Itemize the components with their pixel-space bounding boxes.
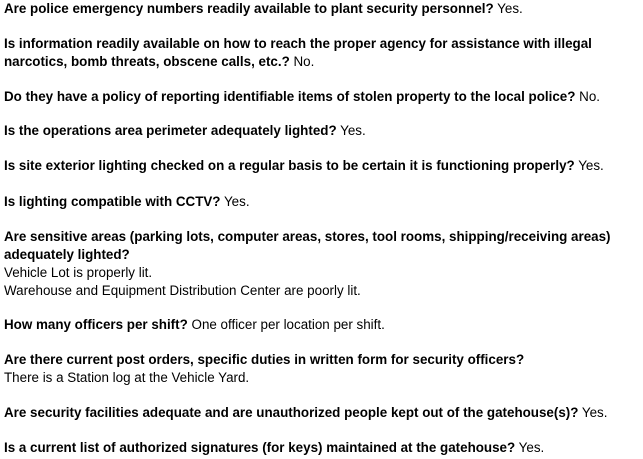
- qa-item-exterior-lighting-check: [4, 157, 643, 175]
- answer-text: There is a Station log at the Vehicle Yard.: [4, 370, 250, 385]
- answer-text: Yes.: [578, 158, 604, 173]
- question-text: Are there current post orders, specific duties in written form for security officers?: [4, 352, 525, 367]
- question-text-line2: narcotics, bomb threats, obscene calls, etc.?: [4, 54, 290, 69]
- answer-text-line2: Warehouse and Equipment Distribution Center are poorly lit.: [4, 283, 361, 298]
- answer-text: One officer per location per shift.: [191, 317, 385, 332]
- qa-item-sensitive-areas: [4, 228, 643, 300]
- qa-item-cctv-lighting: [4, 193, 643, 211]
- answer-text: Yes.: [497, 1, 523, 16]
- answer-text: Yes.: [518, 440, 545, 455]
- qa-item-police-numbers: [4, 0, 643, 18]
- qa-item-authorized-signatures: [4, 439, 643, 457]
- answer-text: Yes.: [340, 123, 366, 138]
- question-text: Is the operations area perimeter adequately lighted?: [4, 123, 337, 138]
- qa-item-stolen-property: [4, 88, 643, 106]
- question-text-line1: Is information readily available on how to reach the proper agency for assistance with illegal: [4, 36, 592, 51]
- answer-text: Yes.: [223, 194, 250, 209]
- qa-item-perimeter-lighting: [4, 122, 643, 140]
- qa-item-agency-info: [4, 35, 643, 71]
- question-text: How many officers per shift?: [4, 317, 188, 332]
- qa-item-gatehouse-access: [4, 404, 643, 422]
- question-text: Do they have a policy of reporting identifiable items of stolen property to the local police?: [4, 89, 576, 104]
- question-text-line2: adequately lighted?: [4, 247, 130, 262]
- answer-text: No.: [579, 89, 600, 104]
- answer-text-line1: Vehicle Lot is properly lit.: [4, 265, 153, 280]
- question-text: Are security facilities adequate and are unauthorized people kept out of the gatehouse(s)?: [4, 405, 579, 420]
- qa-item-officers-per-shift: [4, 316, 643, 334]
- answer-text: Yes.: [581, 405, 608, 420]
- answer-text: No.: [293, 54, 315, 69]
- qa-item-post-orders: [4, 351, 643, 387]
- question-text: Is a current list of authorized signatures (for keys) maintained at the gatehouse?: [4, 440, 516, 455]
- question-text-line1: Are sensitive areas (parking lots, computer areas, stores, tool rooms, shipping/receiving areas): [4, 229, 611, 244]
- question-text: Is lighting compatible with CCTV?: [4, 194, 221, 209]
- question-text: Is site exterior lighting checked on a regular basis to be certain it is functioning properly?: [4, 158, 575, 173]
- question-text: Are police emergency numbers readily available to plant security personnel?: [4, 1, 494, 16]
